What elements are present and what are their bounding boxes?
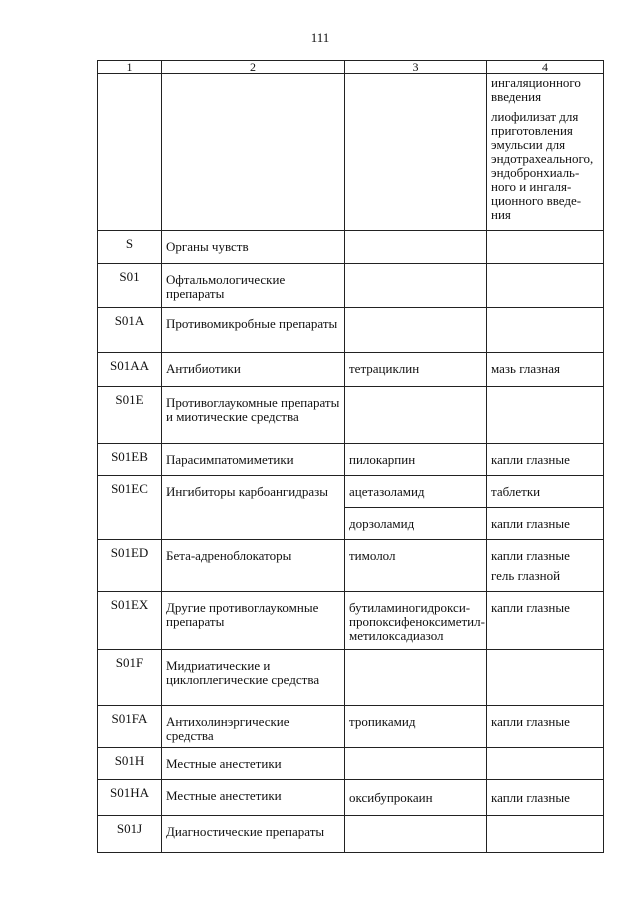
atc-code: S01HA — [98, 780, 162, 816]
table-row — [98, 780, 604, 816]
table-row — [98, 476, 604, 508]
atc-group-name: Ингибиторы карбоангидразы — [162, 476, 345, 540]
table-row — [98, 816, 604, 853]
atc-group-name: Местные анестетики — [162, 748, 345, 780]
dosage-form — [487, 231, 604, 264]
atc-code: S01E — [98, 387, 162, 444]
dosage-form — [487, 816, 604, 853]
table-row — [98, 650, 604, 706]
atc-group-name: Парасимпатомиметики — [162, 444, 345, 476]
dosage-form: капли глазные — [487, 780, 604, 816]
dosage-form: капли глазные — [487, 592, 604, 650]
dosage-form — [487, 387, 604, 444]
table-row — [98, 540, 604, 592]
drug-name: оксибупрокаин — [345, 780, 487, 816]
header-col-2: 2 — [162, 61, 345, 74]
drug-name: ацетазоламид — [345, 476, 487, 508]
header-col-3: 3 — [345, 61, 487, 74]
drug-name: тетрациклин — [345, 353, 487, 387]
atc-code: S01EX — [98, 592, 162, 650]
drug-name — [345, 748, 487, 780]
dosage-form: капли глазные — [487, 444, 604, 476]
form-text: ингаляционного введения — [491, 75, 581, 104]
atc-code: S01A — [98, 308, 162, 353]
atc-group-name: Антихолинэргические средства — [162, 706, 345, 748]
header-col-4: 4 — [487, 61, 604, 74]
drug-name — [345, 816, 487, 853]
form-text: лиофилизат для приготовления эмульсии для эндотрахеального, эндобронхиаль-ного и ингаля-ционного введе-ния — [491, 109, 594, 222]
table-row-continuation — [98, 74, 604, 231]
form-cell — [487, 540, 604, 592]
drug-name — [345, 231, 487, 264]
dosage-form: капли глазные — [487, 706, 604, 748]
table-row — [98, 264, 604, 308]
drug-name — [345, 308, 487, 353]
drug-name: пилокарпин — [345, 444, 487, 476]
atc-group-name: Мидриатические и циклоплегические средства — [162, 650, 345, 706]
atc-group-name: Органы чувств — [162, 231, 345, 264]
drug-table — [97, 60, 604, 853]
table-row — [98, 592, 604, 650]
atc-group-name: Противомикробные препараты — [162, 308, 345, 353]
table-row — [98, 353, 604, 387]
drug-name: тимолол — [345, 540, 487, 592]
table-row — [98, 387, 604, 444]
atc-code: S01FA — [98, 706, 162, 748]
header-row — [98, 61, 604, 74]
atc-code: S01F — [98, 650, 162, 706]
page-number: 111 — [310, 30, 330, 45]
drug-name — [345, 650, 487, 706]
form-cell — [487, 74, 604, 231]
dosage-form: мазь глазная — [487, 353, 604, 387]
drug-name: тропикамид — [345, 706, 487, 748]
atc-code: S01J — [98, 816, 162, 853]
table-row — [98, 231, 604, 264]
atc-code: S01EC — [98, 476, 162, 540]
dosage-form — [487, 308, 604, 353]
table-row — [98, 444, 604, 476]
header-col-1: 1 — [98, 61, 162, 74]
atc-group-name: Бета-адреноблокаторы — [162, 540, 345, 592]
dosage-form: гель глазной — [491, 568, 561, 583]
atc-code: S01EB — [98, 444, 162, 476]
atc-code: S — [98, 231, 162, 264]
atc-code: S01H — [98, 748, 162, 780]
dosage-form: таблетки — [487, 476, 604, 508]
drug-name: бутиламиногидрокси-пропоксифеноксиметил-метилоксадиазол — [345, 592, 487, 650]
atc-group-name: Местные анестетики — [162, 780, 345, 816]
atc-group-name: Диагностические препараты — [162, 816, 345, 853]
drug-name — [345, 387, 487, 444]
dosage-form — [487, 748, 604, 780]
dosage-form: капли глазные — [487, 508, 604, 540]
drug-name: дорзоламид — [345, 508, 487, 540]
atc-code: S01 — [98, 264, 162, 308]
table-row — [98, 706, 604, 748]
dosage-form — [487, 650, 604, 706]
atc-group-name: Офтальмологические препараты — [162, 264, 345, 308]
drug-name — [345, 264, 487, 308]
table-row — [98, 748, 604, 780]
atc-group-name: Антибиотики — [162, 353, 345, 387]
dosage-form: капли глазные — [491, 548, 570, 563]
table-row — [98, 308, 604, 353]
atc-group-name: Другие противоглаукомные препараты — [162, 592, 345, 650]
dosage-form — [487, 264, 604, 308]
atc-code: S01AA — [98, 353, 162, 387]
atc-group-name: Противоглаукомные препараты и миотические средства — [162, 387, 345, 444]
atc-code: S01ED — [98, 540, 162, 592]
